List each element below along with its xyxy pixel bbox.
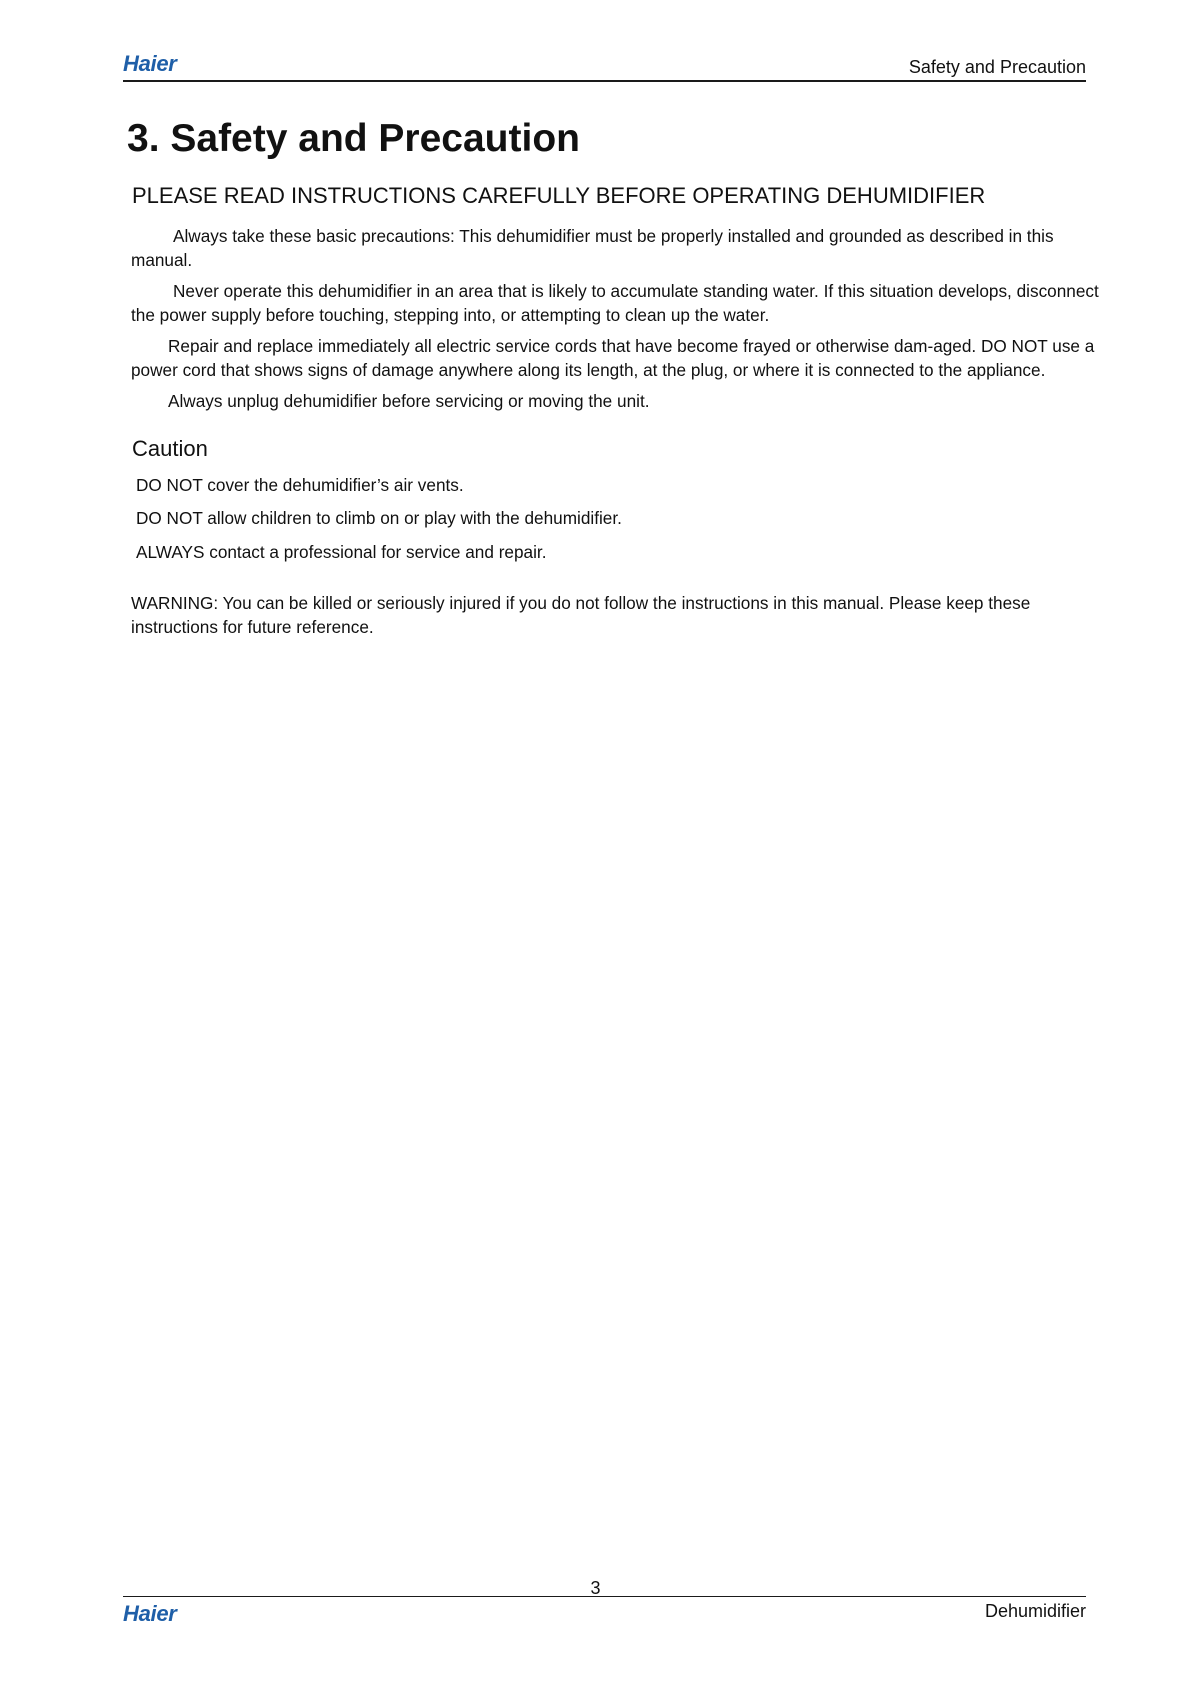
instructions-subheading: PLEASE READ INSTRUCTIONS CAREFULLY BEFORE OPERATING DEHUMIDIFIER <box>132 182 986 208</box>
footer-product-title: Dehumidifier <box>984 1601 1086 1621</box>
page-content <box>127 118 1102 639</box>
precaution-paragraph-1: Always take these basic precautions: This dehumidifier must be properly installed and grounded as described in this manual. <box>131 226 1054 270</box>
page-header <box>123 48 1086 82</box>
haier-logo-footer: Haier <box>123 1601 177 1626</box>
page-title: 3. Safety and Precaution <box>127 117 580 160</box>
header-section-title: Safety and Precaution <box>908 57 1086 77</box>
caution-item: DO NOT cover the dehumidifier’s air vents. <box>136 474 464 495</box>
warning-paragraph: WARNING: You can be killed or seriously injured if you do not follow the instructions in this manual. Please keep these instructions for future reference. <box>131 593 1031 637</box>
caution-item: ALWAYS contact a professional for service and repair. <box>136 541 547 562</box>
haier-logo: Haier <box>123 51 177 76</box>
page-number: 3 <box>590 1578 601 1598</box>
caution-item: DO NOT allow children to climb on or play with the dehumidifier. <box>136 508 622 529</box>
page-footer <box>123 1596 1086 1627</box>
precaution-paragraph-2: Never operate this dehumidifier in an area that is likely to accumulate standing water. If this situation develops, disconnect the power supply before touching, stepping into, or attempting to clean up the water. <box>131 281 1099 325</box>
caution-heading: Caution <box>132 435 208 461</box>
precaution-paragraph-3: Repair and replace immediately all electric service cords that have become frayed or otherwise dam-aged. DO NOT use a power cord that shows signs of damage anywhere along its length, at the plug, or where it is connected to the appliance. <box>131 336 1095 380</box>
precaution-paragraph-4: Always unplug dehumidifier before servicing or moving the unit. <box>168 391 650 412</box>
